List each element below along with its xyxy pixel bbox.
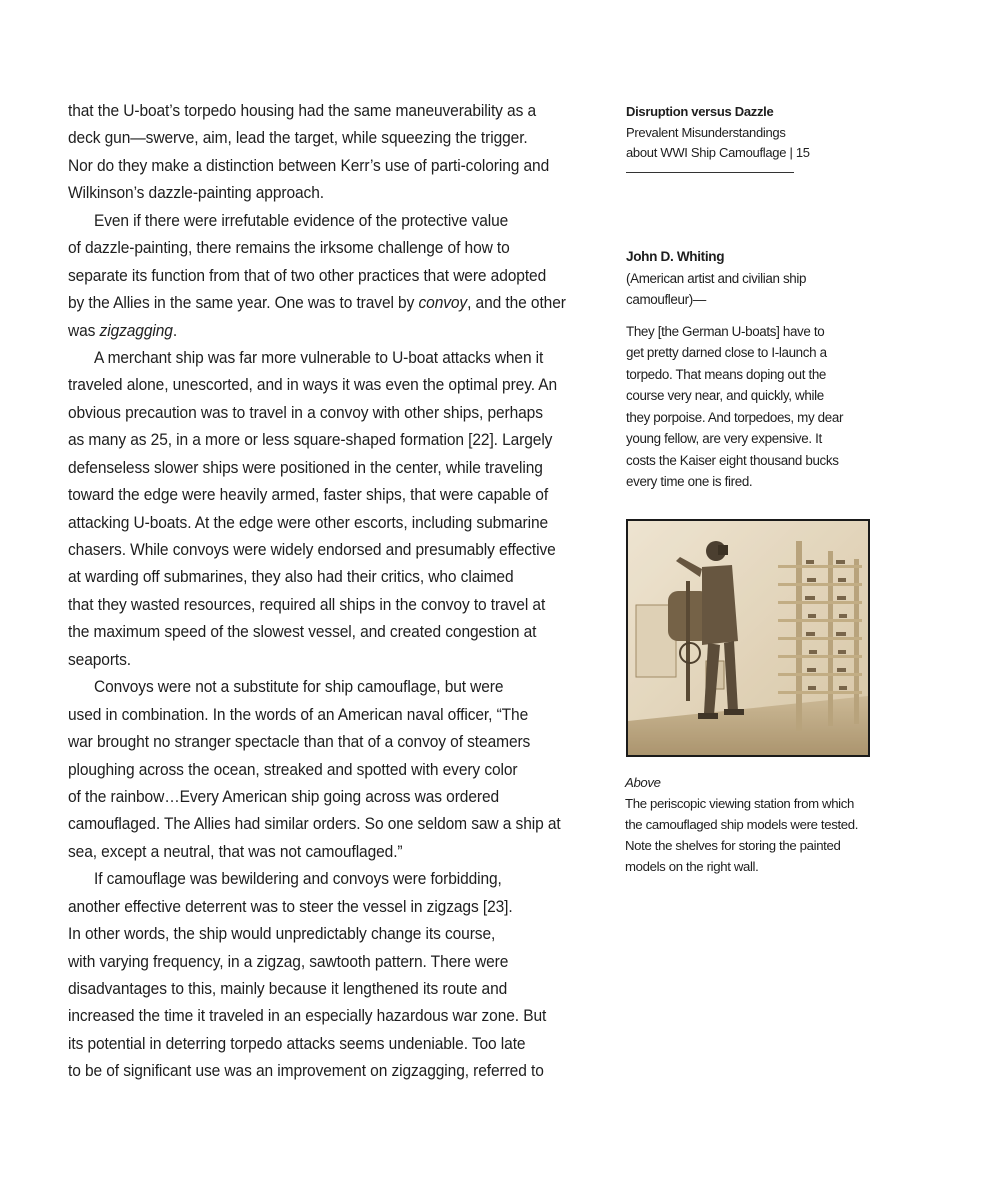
- text-segment: Convoys were not a substitute for ship camouflage, but were: [94, 678, 504, 697]
- text-segment: Even if there were irrefutable evidence of the protective value: [94, 211, 509, 230]
- text-segment: with varying frequency, in a zigzag, sawtooth pattern. There were: [68, 952, 509, 971]
- text-segment: In other words, the ship would unpredictably change its course,: [68, 925, 496, 944]
- quote-role-line: (American artist and civilian ship: [626, 270, 807, 286]
- text-segment: .: [172, 321, 178, 340]
- text-segment: increased the time it traveled in an especially hazardous war zone. But: [68, 1007, 547, 1026]
- body-text-line: [68, 729, 628, 756]
- text-segment: another effective deterrent was to steer the vessel in zigzags [23].: [68, 897, 513, 916]
- body-text-line: [68, 757, 628, 784]
- caption-line: Note the shelves for storing the painted: [625, 838, 841, 853]
- text-segment: Nor do they make a distinction between Kerr’s use of parti-coloring and: [68, 156, 550, 175]
- body-text-line: [68, 564, 628, 591]
- text-segment: If camouflage was bewildering and convoys were forbidding,: [94, 870, 502, 889]
- text-segment: , and the other: [467, 294, 566, 313]
- text-segment: seaports.: [68, 650, 132, 669]
- photo-caption: [625, 772, 858, 877]
- text-segment: that they wasted resources, required all ships in the convoy to travel at: [68, 595, 546, 614]
- quote-author: John D. Whiting: [626, 249, 725, 264]
- body-text-line: [68, 619, 628, 646]
- text-segment: was: [68, 321, 100, 340]
- text-segment: traveled alone, unescorted, and in ways it was even the optimal prey. An: [68, 376, 558, 395]
- body-text-line: [68, 647, 628, 674]
- body-text-line: [68, 976, 628, 1003]
- caption-line: the camouflaged ship models were tested.: [625, 817, 859, 832]
- body-text-line: [68, 318, 628, 345]
- text-segment: by the Allies in the same year. One was to travel by: [68, 294, 419, 313]
- text-segment: deck gun—swerve, aim, lead the target, while squeezing the trigger.: [68, 129, 528, 148]
- body-text-line: [68, 839, 628, 866]
- text-segment: defenseless slower ships were positioned in the center, while traveling: [68, 458, 543, 477]
- running-header-subtitle-1: Prevalent Misunderstandings: [626, 124, 786, 140]
- body-text-line: [68, 949, 628, 976]
- body-text-line: [68, 263, 628, 290]
- text-segment: Wilkinson’s dazzle-painting approach.: [68, 184, 324, 203]
- text-segment: attacking U-boats. At the edge were other escorts, including submarine: [68, 513, 549, 532]
- body-text-line: [68, 537, 628, 564]
- body-text-line: [68, 235, 628, 262]
- quote-body-line: costs the Kaiser eight thousand bucks: [626, 452, 839, 468]
- quote-body-line: torpedo. That means doping out the: [626, 366, 827, 382]
- body-text-line: [68, 702, 628, 729]
- body-text-line: [68, 98, 628, 125]
- text-segment: its potential in deterring torpedo attacks seems undeniable. Too late: [68, 1034, 526, 1053]
- body-text-line: [68, 208, 628, 235]
- text-segment: of the rainbow…Every American ship going across was ordered: [68, 787, 500, 806]
- body-text-line: [68, 1031, 628, 1058]
- text-segment: chasers. While convoys were widely endorsed and presumably effective: [68, 541, 556, 559]
- header-rule: [626, 172, 794, 173]
- text-segment: ploughing across the ocean, streaked and spotted with every color: [68, 760, 518, 779]
- quote-body-line: get pretty darned close to I-launch a: [626, 345, 827, 360]
- quote-role-line: camoufleur)—: [626, 292, 706, 307]
- body-text-line: [68, 510, 628, 537]
- body-text-line: [68, 921, 628, 948]
- running-header: [626, 102, 810, 164]
- text-segment: that the U-boat’s torpedo housing had the same maneuverability as a: [68, 102, 537, 120]
- body-text-line: [68, 894, 628, 921]
- body-text-line: [68, 290, 628, 317]
- running-header-subtitle-2: about WWI Ship Camouflage | 15: [626, 145, 810, 160]
- emphasized-term: zigzagging: [99, 321, 173, 340]
- body-text-line: [68, 345, 628, 372]
- body-text-line: [68, 592, 628, 619]
- running-header-title: Disruption versus Dazzle: [626, 104, 774, 119]
- text-segment: as many as 25, in a more or less square-shaped formation [22]. Largely: [68, 431, 553, 450]
- body-text-line: [68, 784, 628, 811]
- body-text-line: [68, 400, 628, 427]
- text-segment: separate its function from that of two other practices that were adopted: [68, 266, 547, 285]
- body-text-line: [68, 180, 628, 207]
- text-segment: of dazzle-painting, there remains the irksome challenge of how to: [68, 239, 510, 258]
- quote-body-line: course very near, and quickly, while: [626, 388, 824, 403]
- text-segment: camouflaged. The Allies had similar orders. So one seldom saw a ship at: [68, 815, 561, 834]
- body-text-line: [68, 372, 628, 399]
- sidebar-quote: [626, 246, 843, 493]
- quote-body-line: every time one is fired.: [626, 474, 753, 489]
- text-segment: A merchant ship was far more vulnerable to U-boat attacks when it: [94, 348, 544, 367]
- body-text-line: [68, 811, 628, 838]
- emphasized-term: convoy: [418, 294, 468, 313]
- body-text-line: [68, 866, 628, 893]
- body-text-line: [68, 427, 628, 454]
- quote-body-line: young fellow, are very expensive. It: [626, 431, 822, 446]
- body-text-line: [68, 482, 628, 509]
- caption-line: The periscopic viewing station from which: [625, 796, 854, 811]
- periscope-station-photo: [626, 519, 870, 757]
- body-text-line: [68, 125, 628, 152]
- quote-body-line: They [the German U-boats] have to: [626, 323, 825, 339]
- quote-body-line: they porpoise. And torpedoes, my dear: [626, 409, 844, 425]
- body-text-line: [68, 674, 628, 701]
- text-segment: obvious precaution was to travel in a convoy with other ships, perhaps: [68, 403, 543, 422]
- caption-line: models on the right wall.: [625, 859, 759, 874]
- caption-label: Above: [625, 775, 661, 790]
- text-segment: sea, except a neutral, that was not camouflaged.”: [68, 842, 403, 861]
- text-segment: toward the edge were heavily armed, faster ships, that were capable of: [68, 486, 549, 505]
- text-segment: used in combination. In the words of an American naval officer, “The: [68, 705, 529, 724]
- body-text-line: [68, 1058, 628, 1085]
- body-text-line: [68, 153, 628, 180]
- text-segment: the maximum speed of the slowest vessel, and created congestion at: [68, 623, 537, 642]
- text-segment: disadvantages to this, mainly because it lengthened its route and: [68, 980, 508, 998]
- main-text-column: [68, 98, 628, 1086]
- body-text-line: [68, 455, 628, 482]
- text-segment: at warding off submarines, they also had their critics, who claimed: [68, 568, 514, 587]
- body-text-line: [68, 1003, 628, 1030]
- text-segment: war brought no stranger spectacle than that of a convoy of steamers: [68, 733, 531, 752]
- text-segment: to be of significant use was an improvement on zigzagging, referred to: [68, 1062, 544, 1081]
